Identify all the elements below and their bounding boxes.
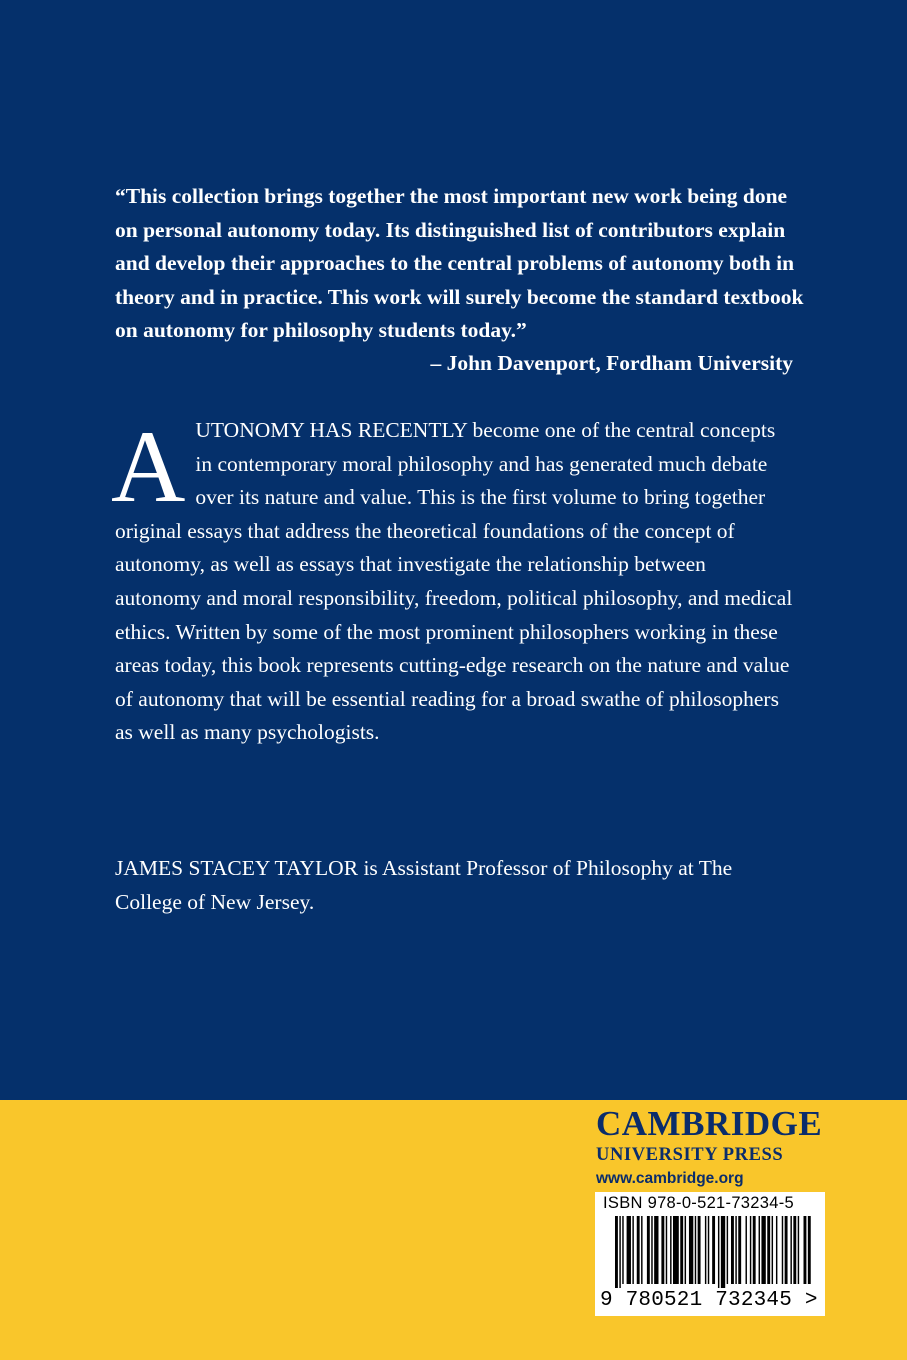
barcode-bar bbox=[708, 1216, 709, 1284]
publisher-subtitle: UNIVERSITY PRESS bbox=[596, 1145, 784, 1165]
barcode-bar bbox=[712, 1216, 715, 1284]
barcode-bar bbox=[661, 1216, 664, 1284]
barcode-bar bbox=[790, 1216, 791, 1284]
barcode-bar bbox=[727, 1216, 728, 1284]
publisher-name: CAMBRIDGE bbox=[596, 1104, 823, 1143]
author-bio bbox=[115, 852, 797, 919]
barcode-bar bbox=[767, 1216, 770, 1284]
barcode-bar bbox=[735, 1216, 736, 1284]
barcode-bar bbox=[759, 1216, 760, 1284]
barcode-bar bbox=[808, 1216, 811, 1284]
barcode-bar bbox=[804, 1216, 807, 1284]
endorsement-attribution: – John Davenport, Fordham University bbox=[430, 351, 793, 375]
barcode-bar bbox=[772, 1216, 773, 1284]
barcode-bar bbox=[651, 1216, 652, 1284]
barcode-bar bbox=[619, 1216, 620, 1288]
barcode-bar bbox=[685, 1216, 686, 1284]
barcode-bar bbox=[721, 1216, 725, 1288]
barcode-bar bbox=[689, 1216, 693, 1284]
publisher-url: www.cambridge.org bbox=[596, 1170, 744, 1187]
barcode-bar bbox=[782, 1216, 783, 1284]
isbn-label: ISBN 978-0-521-73234-5 bbox=[603, 1194, 794, 1212]
barcode-bar bbox=[666, 1216, 667, 1284]
barcode-bar bbox=[654, 1216, 658, 1284]
description-text: become one of the central concepts in contemporary moral philosophy and has generated much debate over its nature and value. This is the first volume to bring together original essays that address the theoretical foundations of the concept of autonomy, as well as essays that investigate the relationship between autonomy and moral responsibility, freedom, political philosophy, and medical ethics. Written by some of the most prominent philosophers working in these areas today, this book represents cutting-edge research on the nature and value of autonomy that will be essential reading for a broad swathe of philosophers as well as many psychologists. bbox=[115, 418, 793, 745]
book-description bbox=[111, 410, 797, 750]
lead-in-caps: UTONOMY HAS RECENTLY bbox=[195, 418, 468, 442]
publisher-logo bbox=[596, 1104, 826, 1190]
barcode-bar bbox=[622, 1216, 623, 1284]
drop-cap: A bbox=[111, 410, 186, 524]
barcode-bar bbox=[750, 1216, 751, 1284]
barcode-bar bbox=[647, 1216, 650, 1284]
barcode-bar bbox=[673, 1216, 679, 1284]
barcode-bar bbox=[738, 1216, 741, 1284]
barcode-bar bbox=[731, 1216, 734, 1284]
barcode-bar bbox=[632, 1216, 633, 1284]
barcode bbox=[595, 1192, 825, 1316]
barcode-bar bbox=[641, 1216, 642, 1284]
barcode-bar bbox=[761, 1216, 765, 1284]
barcode-bar bbox=[753, 1216, 756, 1284]
barcode-bar bbox=[615, 1216, 618, 1288]
barcode-bar bbox=[776, 1216, 777, 1284]
barcode-bar bbox=[670, 1216, 671, 1284]
barcode-bar bbox=[695, 1216, 696, 1284]
barcode-bar bbox=[637, 1216, 640, 1284]
author-bio-text: is Assistant Professor of Philosophy at The College of New Jersey. bbox=[115, 856, 733, 914]
barcode-digits: 9 780521 732345 > bbox=[600, 1289, 818, 1312]
barcode-bar bbox=[680, 1216, 683, 1284]
barcode-bar bbox=[705, 1216, 706, 1284]
barcode-bar bbox=[785, 1216, 788, 1284]
barcode-bar bbox=[698, 1216, 701, 1284]
barcode-bar bbox=[627, 1216, 631, 1284]
barcode-bar bbox=[746, 1216, 747, 1284]
author-name: JAMES STACEY TAYLOR bbox=[115, 856, 359, 880]
endorsement-quote: “This collection brings together the most important new work being done on personal autonomy today. Its distinguished list of contributors explain and develop their approaches to the central problems of autonomy both in theory and in practice. This work will surely become the standard textbook on autonomy for philosophy students today.” bbox=[115, 184, 804, 343]
barcode-bar bbox=[718, 1216, 719, 1288]
barcode-bar bbox=[793, 1216, 796, 1284]
barcode-bars bbox=[595, 1216, 825, 1288]
barcode-bar bbox=[798, 1216, 799, 1284]
